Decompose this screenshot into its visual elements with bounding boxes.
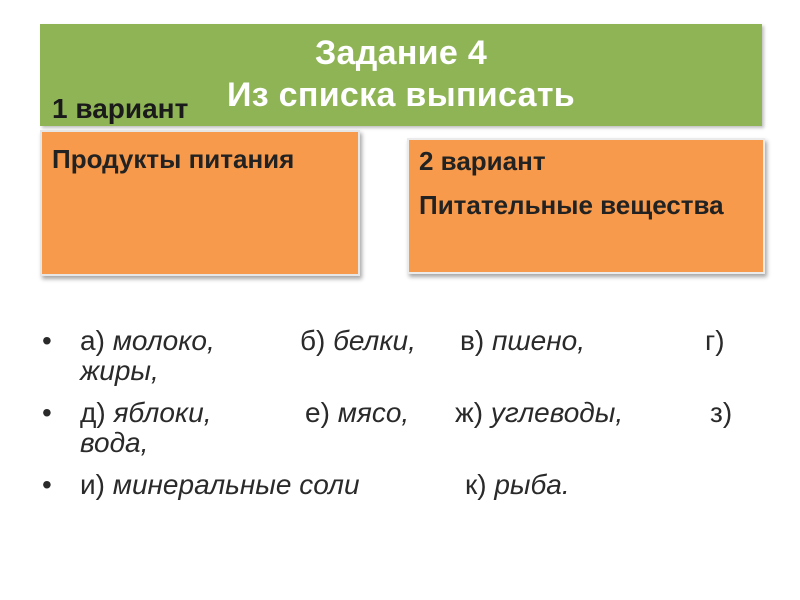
variant1-card <box>40 130 360 276</box>
item-letter: в) <box>460 325 485 356</box>
item-letter: и) <box>80 469 105 500</box>
bullet-icon: • <box>42 325 52 356</box>
bullet-icon: • <box>42 397 52 428</box>
item-letter: к) <box>465 469 487 500</box>
item-letter: е) <box>305 397 330 428</box>
item-letter: а) <box>80 325 105 356</box>
bullet-icon: • <box>42 469 52 500</box>
variant2-text: Питательные вещества <box>419 190 724 220</box>
item-word: молоко, <box>112 325 215 356</box>
variant1-label: 1 вариант <box>52 93 189 124</box>
item-word: углеводы, <box>490 397 624 428</box>
list-item <box>40 326 740 386</box>
variant2-label: 2 вариант <box>419 146 546 176</box>
item-letter: д) <box>80 397 106 428</box>
item-word: минеральные соли <box>112 469 360 500</box>
title-line-1: Задание 4 <box>314 34 488 72</box>
item-word: яблоки, <box>113 397 212 428</box>
variant1-text: Продукты питания <box>52 144 295 174</box>
item-word: пшено, <box>491 325 585 356</box>
item-word: жиры, <box>80 355 159 386</box>
item-word: вода, <box>80 427 149 458</box>
list-item <box>40 398 740 458</box>
variant2-card <box>407 138 765 274</box>
list-item <box>40 470 740 500</box>
item-letter: г) <box>705 325 725 356</box>
item-letter: б) <box>300 325 326 356</box>
title-line-2: Из списка выписать <box>227 76 575 114</box>
item-word: мясо, <box>337 397 410 428</box>
word-list <box>40 326 740 512</box>
item-letter: ж) <box>455 397 484 428</box>
item-word: белки, <box>333 325 416 356</box>
item-word: рыба. <box>494 469 570 500</box>
item-letter: з) <box>710 397 733 428</box>
